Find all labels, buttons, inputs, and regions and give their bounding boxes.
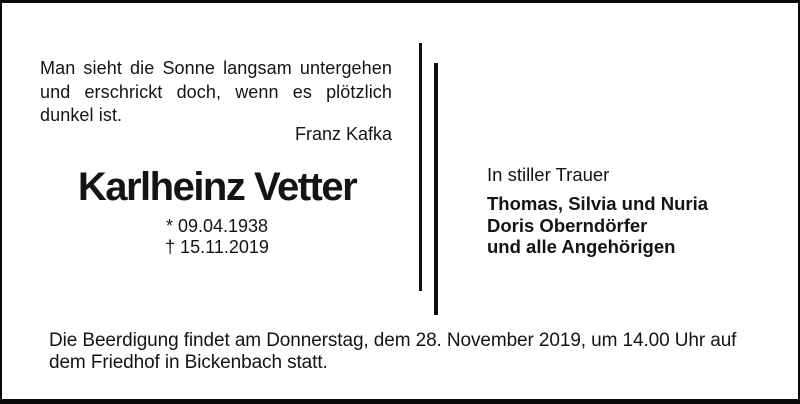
quote-line: dunkel ist. [40, 105, 123, 125]
mourners-block [487, 193, 708, 258]
quote-block [40, 57, 392, 128]
quote-attribution: Franz Kafka [294, 124, 392, 144]
mourner-line: Thomas, Silvia und Nuria [487, 193, 709, 214]
birth-date: * 09.04.1938 [165, 216, 269, 236]
death-date: † 15.11.2019 [165, 237, 269, 257]
mourners-intro: In stiller Trauer [487, 164, 610, 185]
separator-rule-right [434, 63, 438, 315]
mourner-line: Doris Oberndörfer [487, 214, 648, 236]
funeral-line: dem Friedhof in Bickenbach statt. [49, 351, 328, 373]
quote-line: und erschrickt doch, wenn es plötzlich [40, 81, 392, 102]
mourner-line: und alle Angehörigen [487, 236, 676, 257]
deceased-name: Karlheinz Vetter [77, 165, 357, 209]
quote-line: Man sieht die Sonne langsam untergehen [40, 58, 392, 78]
life-dates [40, 216, 394, 258]
funeral-info [49, 330, 769, 373]
funeral-line: Die Beerdigung findet am Donnerstag, dem 28. November 2019, um 14.00 Uhr auf [49, 330, 737, 351]
separator-rule-left [419, 43, 422, 291]
